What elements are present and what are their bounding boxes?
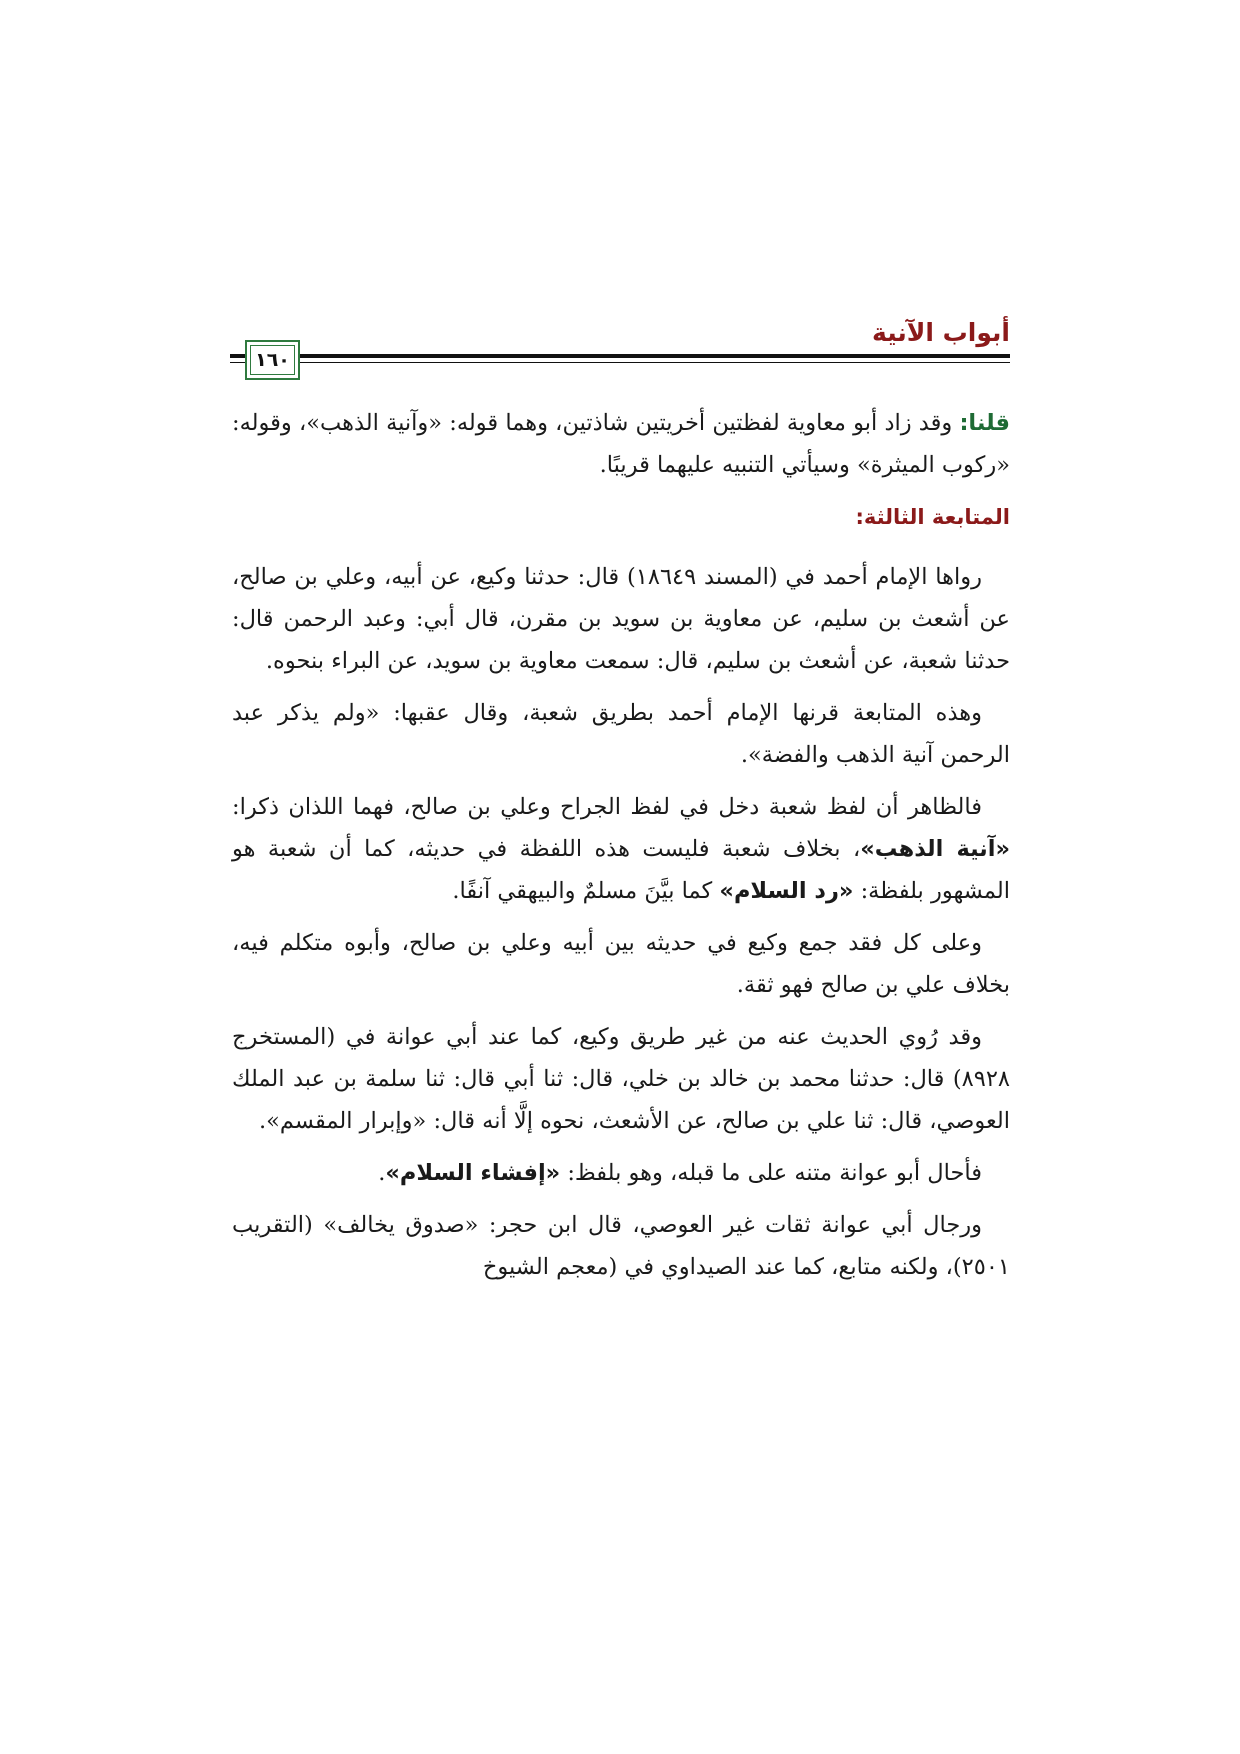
bold-quote: «إفشاء السلام» [385,1160,561,1186]
paragraph-ifsha-salam [232,1152,1010,1194]
paragraph-mutabaa-comment: وهذه المتابعة قرنها الإمام أحمد بطريق شعبة، وقال عقبها: «ولم يذكر عبد الرحمن آنية الذهب والفضة». [232,700,1010,768]
chapter-title: أبواب الآنية [872,318,1010,347]
section-heading: المتابعة الثالثة: [855,505,1010,529]
paragraph-text: . [378,1160,386,1186]
paragraph-qulna [232,402,1010,486]
paragraph-text: فالظاهر أن لفظ شعبة دخل في لفظ الجراح وعلي بن صالح، فهما اللذان ذكرا: [232,794,982,820]
page-body [232,402,1010,1298]
paragraph-text: كما بيَّنَ مسلمٌ والبيهقي آنفًا. [452,878,720,904]
page-header [230,318,1010,388]
header-rule-thin [230,362,1010,363]
paragraph-waki: وعلى كل فقد جمع وكيع في حديثه بين أبيه وعلي بن صالح، وأبوه متكلم فيه، بخلاف علي بن صالح فهو ثقة. [232,930,1010,998]
paragraph-text: ، بخلاف شعبة فليست هذه اللفظة في حديثه، كما أن شعبة هو المشهور بلفظة: [232,836,1010,904]
header-rule-thick [230,354,1010,358]
page-number: ١٦٠ [255,349,290,371]
paragraph-text: فأحال أبو عوانة متنه على ما قبله، وهو بلفظ: [560,1160,982,1186]
paragraph-rijal: ورجال أبي عوانة ثقات غير العوصي، قال ابن حجر: «صدوق يخالف» (التقريب ٢٥٠١)، ولكنه متابع، كما عند الصيداوي في (معجم الشيوخ [232,1212,1010,1280]
lead-word: قلنا: [959,410,1010,436]
paragraph-abu-awana: وقد رُوي الحديث عنه من غير طريق وكيع، كما عند أبي عوانة في (المستخرج ٨٩٢٨) قال: حدثنا محمد بن خالد بن خلي، قال: ثنا أبي قال: ثنا سلمة بن عبد الملك العوصي، قال: ثنا علي بن صالح، عن الأشعث، نحوه إلَّا أنه قال: «وإبرار المقسم». [232,1024,1010,1134]
bold-quote: «رد السلام» [719,878,854,904]
paragraph-ahmad-narration: رواها الإمام أحمد في (المسند ١٨٦٤٩) قال: حدثنا وكيع، عن أبيه، وعلي بن صالح، عن أشعث بن سليم، عن معاوية بن سويد بن مقرن، قال أبي: وعبد الرحمن قال: حدثنا شعبة، عن أشعث بن سليم، قال: سمعت معاوية بن سويد، عن البراء بنحوه. [232,564,1010,674]
page-number-frame [245,340,300,380]
paragraph-text: وقد زاد أبو معاوية لفظتين أخريتين شاذتين، وهما قوله: «وآنية الذهب»، وقوله: «ركوب الميثرة» وسيأتي التنبيه عليهما قريبًا. [232,410,1010,478]
bold-quote: «آنية الذهب» [860,836,1010,862]
paragraph-shuba-wording [232,786,1010,912]
